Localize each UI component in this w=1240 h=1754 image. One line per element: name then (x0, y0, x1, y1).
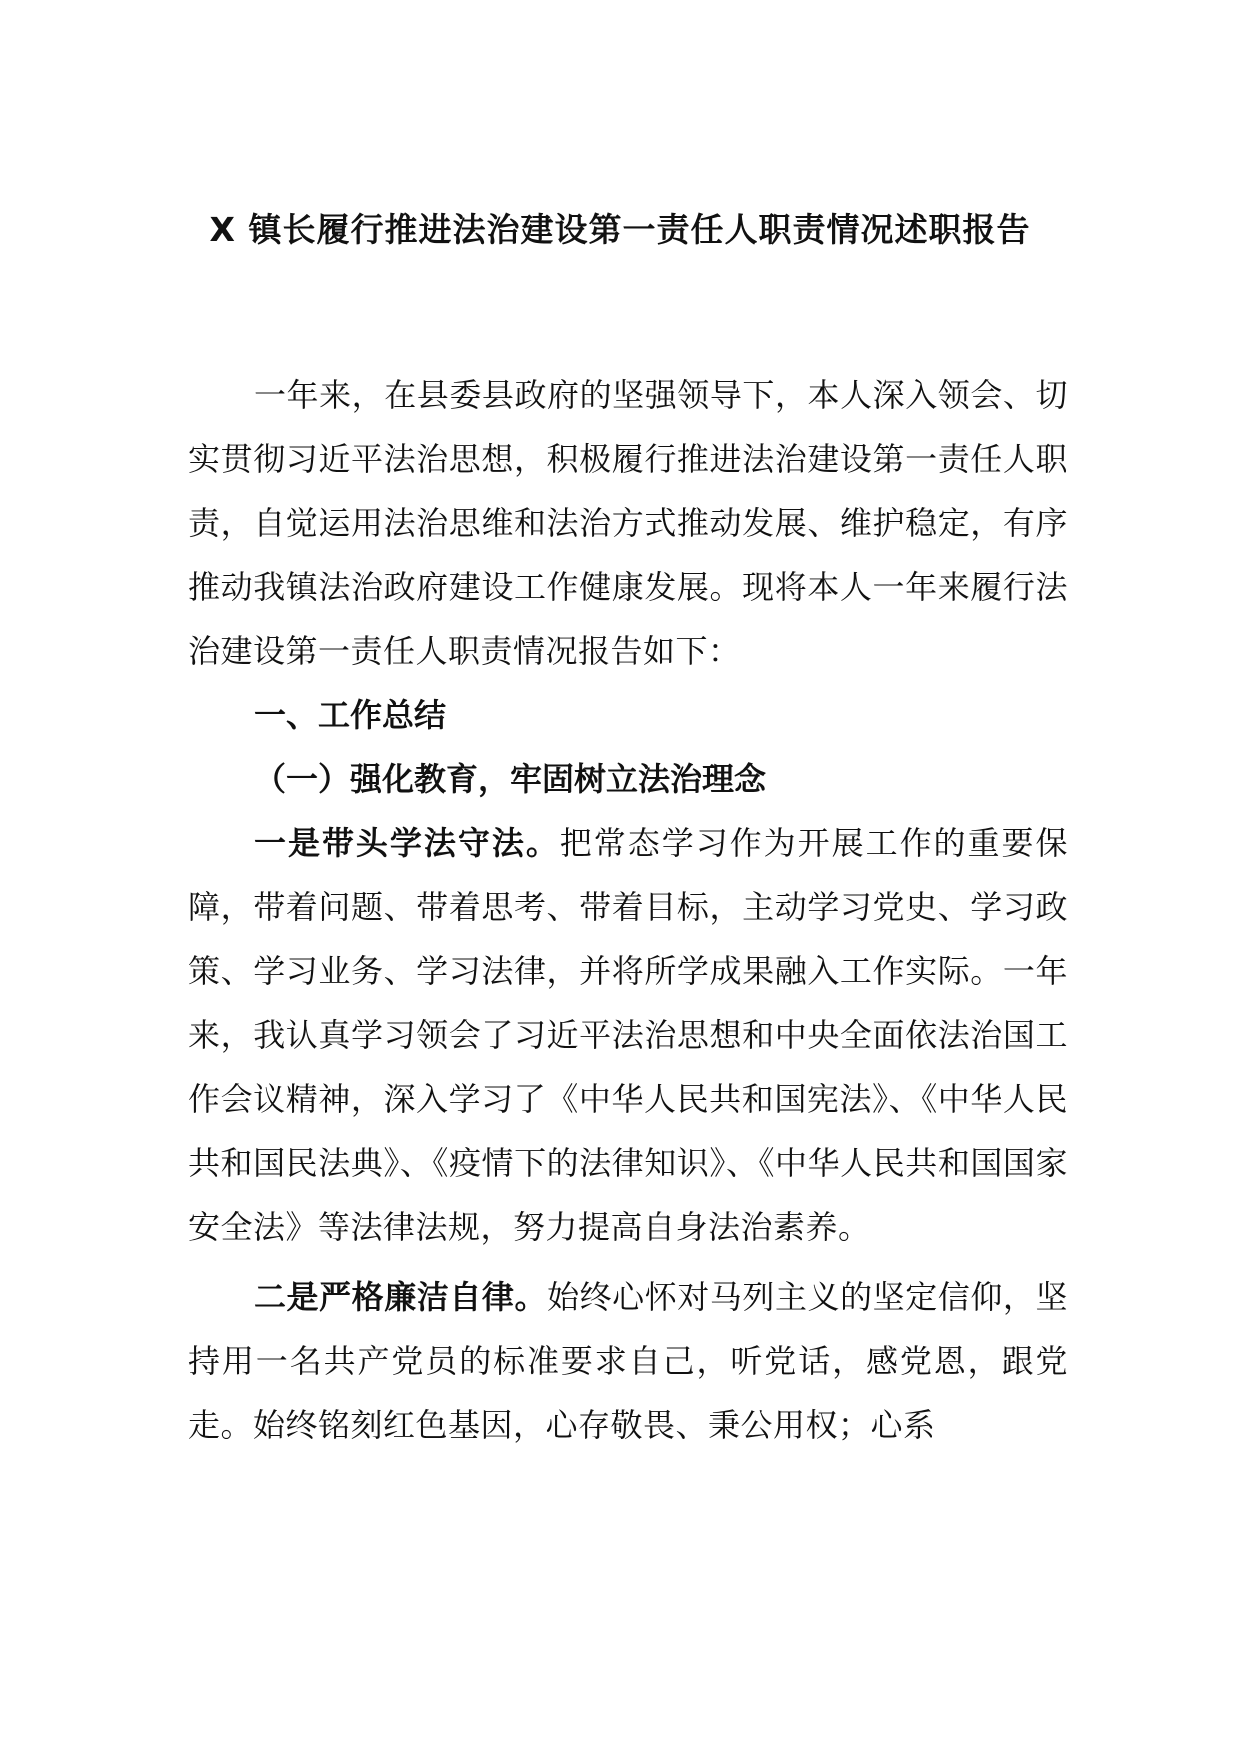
document-body (188, 363, 1068, 1457)
item-lead-1: 一是带头学法守法。 (254, 824, 560, 862)
subsection-heading: （一）强化教育，牢固树立法治理念 (254, 760, 767, 798)
document-title: X 镇长履行推进法治建设第一责任人职责情况述职报告 (209, 210, 1031, 249)
item-text-2: 始终心怀对马列主义的坚定信仰，坚持用一名共产党员的标准要求自己，听党话，感党恩，跟党走。始终铭刻红色基因，心存敬畏、秉公用权；心系 (188, 1278, 1068, 1444)
section-heading: 一、工作总结 (254, 696, 447, 734)
item-text-1: 把常态学习作为开展工作的重要保障，带着问题、带着思考、带着目标，主动学习党史、学习政策、学习业务、学习法律，并将所学成果融入工作实际。一年来，我认真学习领会了习近平法治思想和中央全面依法治国工作会议精神，深入学习了《中华人民共和国宪法》、《中华人民共和国民法典》、《疫情下的法律知识》、《中华人民共和国国家安全法》等法律法规，努力提高自身法治素养。 (188, 824, 1068, 1246)
item-paragraph-1 (188, 811, 1068, 1259)
item-lead-2: 二是严格廉洁自律。 (254, 1278, 548, 1316)
intro-paragraph: 一年来，在县委县政府的坚强领导下，本人深入领会、切实贯彻习近平法治思想，积极履行推进法治建设第一责任人职责，自觉运用法治思维和法治方式推动发展、维护稳定，有序推动我镇法治政府建设工作健康发展。现将本人一年来履行法治建设第一责任人职责情况报告如下： (188, 376, 1068, 670)
item-paragraph-2 (188, 1265, 1068, 1457)
